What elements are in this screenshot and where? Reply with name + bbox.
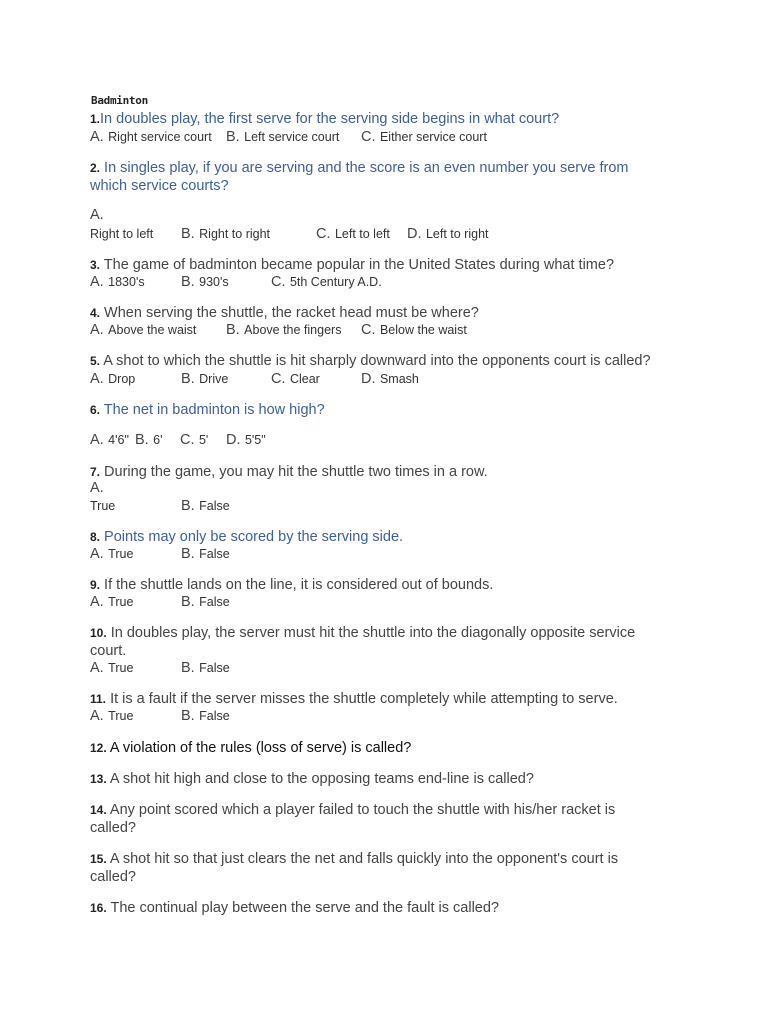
- question-number: 4.: [90, 306, 101, 320]
- options-11: [90, 707, 690, 725]
- option-b: B. Above the fingers: [226, 322, 342, 338]
- question-number: 12.: [90, 741, 107, 755]
- option-b: B. Left service court: [226, 129, 340, 145]
- question-14: [90, 801, 665, 837]
- question-15: [90, 850, 665, 886]
- options-8: [90, 545, 690, 563]
- option-b: B. False: [181, 660, 230, 676]
- question-number: 7.: [90, 465, 101, 479]
- question-number: 5.: [90, 354, 101, 368]
- options-5: [90, 370, 690, 388]
- option-c: C. Clear: [271, 371, 320, 387]
- options-9: [90, 593, 690, 611]
- options-1: [90, 128, 690, 146]
- question-number: 3.: [90, 258, 101, 272]
- question-7: [90, 463, 488, 481]
- document-title: Badminton: [91, 94, 148, 107]
- option-b: B. False: [181, 498, 230, 514]
- options-3: [90, 273, 690, 291]
- question-text: A shot to which the shuttle is hit sharply downward into the opponents court is called?: [103, 353, 651, 369]
- question-number: 6.: [90, 403, 101, 417]
- question-text: Any point scored which a player failed to touch the shuttle with his/her racket is called?: [90, 802, 616, 836]
- options-6: [90, 431, 690, 449]
- question-text: In singles play, if you are serving and the score is an even number you serve from which service courts?: [90, 160, 629, 194]
- option-a: A. True: [90, 708, 134, 724]
- question-number: 13.: [90, 772, 107, 786]
- option-a: A. Right service court: [90, 129, 212, 145]
- option-d: D. Smash: [361, 371, 419, 387]
- question-number: 9.: [90, 578, 101, 592]
- option-c: C. Left to left: [316, 226, 390, 242]
- option-a: A. 1830's: [90, 274, 145, 290]
- question-12: [90, 739, 411, 757]
- question-number: 2.: [90, 161, 101, 175]
- option-a: A. Drop: [90, 371, 136, 387]
- option-b: B. 930's: [181, 274, 229, 290]
- option-c: C. Below the waist: [361, 322, 467, 338]
- option-a-text: Right to left: [90, 227, 154, 241]
- option-a: A. Above the waist: [90, 322, 197, 338]
- question-16: [90, 899, 499, 917]
- question-2: [90, 159, 665, 195]
- options-10: [90, 659, 690, 677]
- option-a: A. True: [90, 660, 134, 676]
- question-text: The game of badminton became popular in the United States during what time?: [103, 257, 615, 273]
- question-10: [90, 624, 665, 660]
- question-text: In doubles play, the first serve for the serving side begins in what court?: [100, 111, 560, 127]
- option-c: C. Either service court: [361, 129, 487, 145]
- question-4: [90, 304, 479, 322]
- option-b: B. 6': [135, 432, 163, 448]
- question-text: Points may only be scored by the serving side.: [104, 529, 404, 545]
- question-number: 11.: [90, 692, 107, 706]
- option-c: C. 5th Century A.D.: [271, 274, 382, 290]
- option-a-text: True: [90, 499, 116, 513]
- option-a-letter: A.: [90, 207, 104, 223]
- question-text: If the shuttle lands on the line, it is considered out of bounds.: [104, 577, 494, 593]
- question-number: 10.: [90, 626, 107, 640]
- question-text: During the game, you may hit the shuttle two times in a row.: [104, 464, 488, 480]
- question-number: 8.: [90, 530, 101, 544]
- option-b: B. False: [181, 708, 230, 724]
- question-9: [90, 576, 493, 594]
- question-8: [90, 528, 403, 546]
- question-number: 14.: [90, 803, 107, 817]
- options-4: [90, 321, 690, 339]
- question-3: [90, 256, 614, 274]
- option-a: A. True: [90, 546, 134, 562]
- option-d: D. 5'5": [226, 432, 266, 448]
- question-number: 1.: [90, 112, 101, 126]
- question-number: 16.: [90, 901, 107, 915]
- question-text: The net in badminton is how high?: [103, 402, 325, 418]
- option-b: B. False: [181, 594, 230, 610]
- question-6: [90, 401, 325, 419]
- question-1: [90, 110, 559, 128]
- question-text: In doubles play, the server must hit the shuttle into the diagonally opposite service court.: [90, 625, 636, 659]
- question-text: When serving the shuttle, the racket head must be where?: [104, 305, 479, 321]
- option-c: C. 5': [180, 432, 209, 448]
- option-b: B. Drive: [181, 371, 229, 387]
- question-number: 15.: [90, 852, 107, 866]
- question-text: A violation of the rules (loss of serve) is called?: [109, 740, 412, 756]
- options-2: [90, 225, 690, 243]
- option-a: A. 4'6": [90, 432, 129, 448]
- question-text: It is a fault if the server misses the shuttle completely while attempting to serve.: [110, 691, 618, 707]
- option-b: B. Right to right: [181, 226, 271, 242]
- option-a-letter: A.: [90, 480, 104, 496]
- question-text: The continual play between the serve and the fault is called?: [110, 900, 499, 916]
- question-5: [90, 352, 651, 370]
- question-13: [90, 770, 534, 788]
- option-a: A. True: [90, 594, 134, 610]
- options-7: [90, 497, 690, 515]
- option-d: D. Left to right: [407, 226, 489, 242]
- question-text: A shot hit so that just clears the net and falls quickly into the opponent's court is called?: [90, 851, 619, 885]
- option-b: B. False: [181, 546, 230, 562]
- question-11: [90, 690, 618, 708]
- question-text: A shot hit high and close to the opposing teams end-line is called?: [109, 771, 534, 787]
